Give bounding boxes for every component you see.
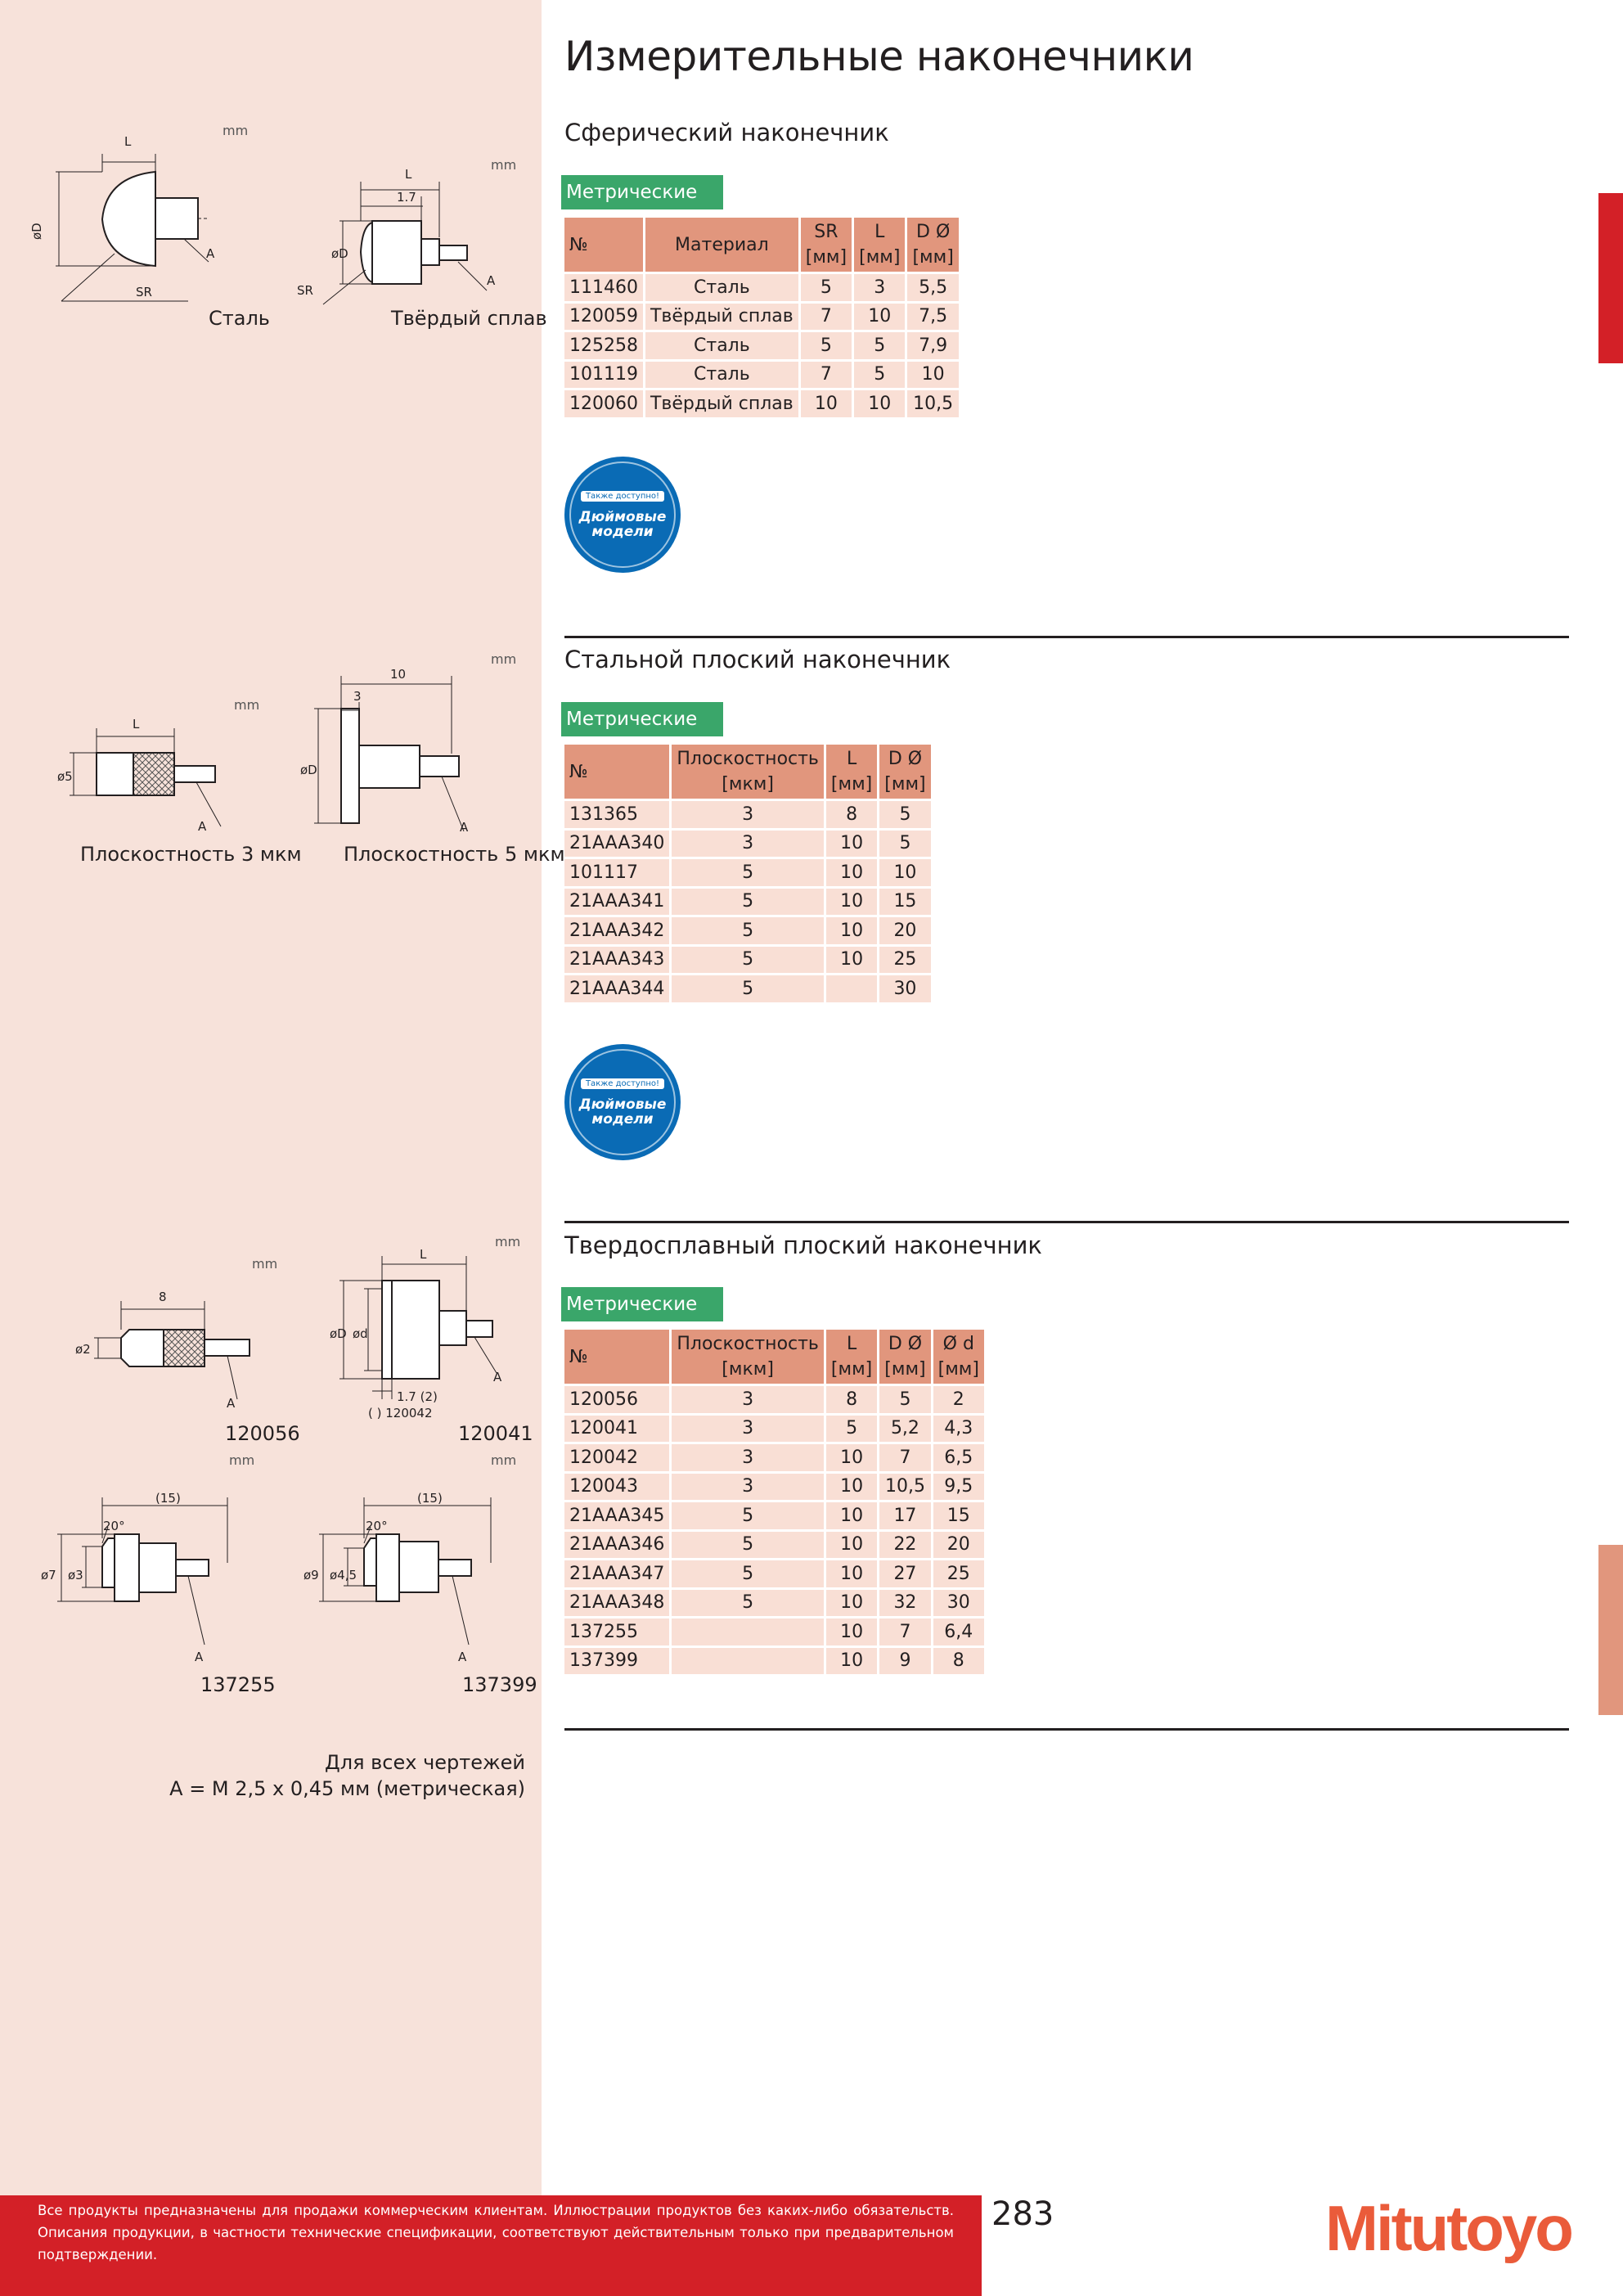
part-number-cell: 137399: [564, 1648, 669, 1677]
dim-8: 8: [159, 1290, 167, 1304]
table-cell: 32: [879, 1590, 930, 1619]
dim-A: A: [493, 1370, 502, 1384]
table-cell: 4,3: [933, 1416, 984, 1445]
table-row: [564, 362, 959, 391]
dim-A: A: [195, 1650, 204, 1664]
table-cell: 5: [672, 917, 824, 947]
dim-dia3: ø3: [68, 1568, 83, 1582]
drawing-spherical-steel: [25, 123, 229, 311]
column-header-label: L: [846, 1334, 857, 1354]
caption-137399: 137399: [462, 1673, 537, 1696]
metric-tag: Метрические: [561, 1287, 723, 1321]
table-row: [564, 889, 931, 918]
caption-carbide: Твёрдый сплав: [391, 307, 547, 330]
table-row: [564, 831, 931, 860]
inch-models-badge: [564, 457, 681, 573]
table-cell: 15: [933, 1502, 984, 1532]
table-cell: 10: [826, 1618, 877, 1648]
table-cell: [826, 975, 877, 1005]
table-cell: 3: [672, 1474, 824, 1503]
column-header-label: Материал: [675, 234, 769, 255]
table-cell: 10: [826, 1590, 877, 1619]
column-header-label: D Ø: [888, 1334, 923, 1354]
part-number-cell: 21AAA343: [564, 947, 669, 976]
table-cell: 10: [826, 889, 877, 918]
drawing-137399: [299, 1489, 519, 1669]
table-cell: 25: [933, 1560, 984, 1590]
column-header: [907, 218, 958, 274]
dim-D: øD: [330, 1326, 347, 1341]
dim-dia2: ø2: [75, 1342, 91, 1357]
dim-L: L: [124, 134, 132, 149]
table-cell: 10: [854, 304, 905, 333]
table-row: [564, 1560, 984, 1590]
column-header: [879, 1330, 930, 1386]
table-cell: 10: [879, 859, 930, 889]
column-header: [564, 1330, 669, 1386]
drawing-120056: [74, 1276, 270, 1416]
table-cell: 20: [933, 1532, 984, 1561]
part-number-cell: 111460: [564, 274, 643, 304]
column-header-unit: [мм]: [830, 774, 873, 795]
table-cell: [672, 1618, 824, 1648]
column-header: [672, 1330, 824, 1386]
dim-dia4-5: ø4,5: [330, 1568, 357, 1582]
part-number-cell: 21AAA348: [564, 1590, 669, 1619]
part-number-cell: 137255: [564, 1618, 669, 1648]
table-cell: Твёрдый сплав: [645, 304, 798, 333]
table-cell: 5: [672, 975, 824, 1005]
column-header-label: L: [846, 749, 857, 769]
column-header-label: №: [569, 1346, 588, 1367]
side-tab-active: [1598, 193, 1623, 363]
column-header-label: №: [569, 761, 588, 782]
dim-A: A: [487, 273, 496, 288]
table-cell: 7: [879, 1444, 930, 1474]
table-cell: 5: [879, 801, 930, 831]
table-cell: 6,5: [933, 1444, 984, 1474]
column-header-unit: [мм]: [805, 247, 847, 268]
badge-small-text: Также доступно!: [581, 491, 664, 502]
dim-D: øD: [29, 223, 44, 240]
table-row: [564, 1444, 984, 1474]
unit-label: mm: [229, 1452, 255, 1468]
dim-A: A: [206, 246, 215, 261]
table-row: [564, 801, 931, 831]
dim-SR: SR: [297, 283, 313, 298]
table-cell: 5: [879, 1386, 930, 1416]
part-number-cell: 120056: [564, 1386, 669, 1416]
dim-A: A: [227, 1396, 236, 1411]
footer-disclaimer: Все продукты предназначены для продажи коммерческим клиентам. Иллюстрации продуктов без каких-либо обязательств. Описания продукции, в частности технические спецификации, соответствуют действительным только при предварительном подтверждении.: [38, 2203, 954, 2262]
table-cell: 3: [854, 274, 905, 304]
table-cell: 10: [826, 917, 877, 947]
part-number-cell: 101117: [564, 859, 669, 889]
table-row: [564, 1416, 984, 1445]
table-row: [564, 975, 931, 1005]
table-cell: 3: [672, 801, 824, 831]
note-line-1: Для всех чертежей: [324, 1751, 525, 1774]
table-cell: 10: [826, 859, 877, 889]
dim-dia5: ø5: [57, 769, 73, 784]
table-row: [564, 1386, 984, 1416]
table-cell: 7,9: [907, 332, 958, 362]
dim-paren-note: ( ) 120042: [368, 1406, 433, 1420]
table-cell: 22: [879, 1532, 930, 1561]
column-header-label: SR: [814, 222, 838, 242]
badge-line1: Дюймовые: [578, 1096, 667, 1113]
table-cell: 9,5: [933, 1474, 984, 1503]
unit-label: mm: [491, 1452, 517, 1468]
unit-label: mm: [491, 157, 517, 173]
table-row: [564, 1590, 984, 1619]
dim-D: øD: [331, 246, 348, 261]
table-cell: 10: [826, 1648, 877, 1677]
part-number-cell: 120041: [564, 1416, 669, 1445]
table-cell: 5: [672, 1502, 824, 1532]
table-cell: [672, 1648, 824, 1677]
table-cell: 30: [879, 975, 930, 1005]
table-cell: 5,2: [879, 1416, 930, 1445]
badge-line2: модели: [591, 1110, 654, 1128]
table-cell: 10: [826, 1502, 877, 1532]
table-cell: Сталь: [645, 274, 798, 304]
drawing-flat-3: [57, 704, 237, 843]
part-number-cell: 21AAA342: [564, 917, 669, 947]
table-cell: 10: [826, 947, 877, 976]
column-header-label: D Ø: [888, 749, 923, 769]
part-number-cell: 120059: [564, 304, 643, 333]
caption-flat5: Плоскостность 5 мкм: [344, 843, 565, 866]
table-cell: 3: [672, 1386, 824, 1416]
badge-line2: модели: [591, 523, 654, 540]
section-divider: [564, 1728, 1569, 1731]
table-cell: Сталь: [645, 332, 798, 362]
table-cell: 6,4: [933, 1618, 984, 1648]
part-number-cell: 21AAA347: [564, 1560, 669, 1590]
table-cell: 15: [879, 889, 930, 918]
unit-label: mm: [234, 697, 260, 713]
unit-label: mm: [495, 1234, 521, 1249]
section-title-spherical: Сферический наконечник: [564, 119, 889, 146]
metric-tag: Метрические: [561, 175, 723, 209]
table-row: [564, 917, 931, 947]
column-header: [564, 218, 643, 274]
table-cell: 10: [826, 1474, 877, 1503]
inch-models-badge: [564, 1044, 681, 1160]
dim-3: 3: [353, 689, 362, 704]
spherical-table: [562, 218, 961, 420]
dim-SR: SR: [136, 285, 152, 299]
table-cell: 5: [854, 362, 905, 391]
dim-20-deg: 20°: [103, 1519, 125, 1533]
side-tab: [1598, 1545, 1623, 1715]
table-cell: 2: [933, 1386, 984, 1416]
table-cell: 20: [879, 917, 930, 947]
part-number-cell: 21AAA345: [564, 1502, 669, 1532]
dim-A: A: [458, 1650, 467, 1664]
unit-label: mm: [491, 651, 517, 667]
dim-L: L: [133, 717, 140, 732]
column-header-unit: [мкм]: [722, 1359, 774, 1380]
table-cell: 5: [826, 1416, 877, 1445]
part-number-cell: 21AAA344: [564, 975, 669, 1005]
dim-20-deg: 20°: [366, 1519, 388, 1533]
table-row: [564, 304, 959, 333]
table-cell: 10: [826, 1444, 877, 1474]
column-header-label: L: [874, 222, 885, 242]
column-header-unit: [мм]: [912, 247, 954, 268]
column-header-unit: [мм]: [884, 1359, 926, 1380]
dim-15: (15): [417, 1491, 443, 1506]
table-cell: 17: [879, 1502, 930, 1532]
part-number-cell: 21AAA346: [564, 1532, 669, 1561]
drawing-137255: [33, 1489, 245, 1669]
table-cell: 10: [907, 362, 958, 391]
table-cell: 27: [879, 1560, 930, 1590]
part-number-cell: 120042: [564, 1444, 669, 1474]
table-row: [564, 1502, 984, 1532]
caption-flat3: Плоскостность 3 мкм: [80, 843, 302, 866]
column-header-label: Ø d: [942, 1334, 974, 1354]
table-cell: Твёрдый сплав: [645, 390, 798, 420]
part-number-cell: 120043: [564, 1474, 669, 1503]
table-cell: 8: [826, 1386, 877, 1416]
table-cell: 5: [672, 889, 824, 918]
table-cell: 30: [933, 1590, 984, 1619]
dim-dia9: ø9: [303, 1568, 319, 1582]
table-cell: Сталь: [645, 362, 798, 391]
part-number-cell: 131365: [564, 801, 669, 831]
column-header: [645, 218, 798, 274]
dim-A: A: [198, 819, 207, 834]
caption-120056: 120056: [225, 1422, 300, 1445]
dim-d: ød: [353, 1326, 368, 1341]
caption-137255: 137255: [200, 1673, 276, 1696]
page-number: 283: [991, 2195, 1054, 2233]
column-header: [801, 218, 852, 274]
section-divider: [564, 1221, 1569, 1223]
column-header-label: №: [569, 234, 588, 255]
column-header-label: D Ø: [916, 222, 951, 242]
table-cell: 5: [672, 1532, 824, 1561]
column-header: [826, 1330, 877, 1386]
table-cell: 5: [801, 274, 852, 304]
column-header-label: Плоскостность: [677, 1334, 819, 1354]
table-row: [564, 947, 931, 976]
brand-logo: Mitutoyo: [1325, 2192, 1571, 2264]
table-cell: 10,5: [879, 1474, 930, 1503]
table-cell: 3: [672, 1444, 824, 1474]
table-row: [564, 1532, 984, 1561]
table-row: [564, 274, 959, 304]
section-divider: [564, 636, 1569, 638]
caption-steel: Сталь: [209, 307, 270, 330]
dim-L: L: [420, 1247, 427, 1262]
caption-120041: 120041: [458, 1422, 533, 1445]
table-cell: 7: [801, 362, 852, 391]
drawings-note: [169, 1749, 525, 1802]
note-line-2: A = M 2,5 x 0,45 мм (метрическая): [169, 1777, 525, 1800]
dim-dia7: ø7: [41, 1568, 56, 1582]
table-cell: 3: [672, 831, 824, 860]
section-title-carbide-flat: Твердосплавный плоский наконечник: [564, 1231, 1042, 1259]
table-row: [564, 859, 931, 889]
dim-1-7: 1.7: [397, 190, 416, 205]
table-cell: 8: [826, 801, 877, 831]
steel-flat-table: [562, 745, 933, 1005]
badge-small-text: Также доступно!: [581, 1078, 664, 1089]
table-cell: 5: [672, 859, 824, 889]
column-header-unit: [мм]: [884, 774, 926, 795]
column-header: [854, 218, 905, 274]
table-cell: 10: [854, 390, 905, 420]
table-cell: 5: [672, 947, 824, 976]
table-row: [564, 332, 959, 362]
table-cell: 7,5: [907, 304, 958, 333]
dim-1-7-2: 1.7 (2): [397, 1389, 438, 1404]
column-header: [933, 1330, 984, 1386]
table-row: [564, 390, 959, 420]
table-cell: 10: [826, 831, 877, 860]
column-header-unit: [мкм]: [722, 774, 774, 795]
page-title: Измерительные наконечники: [564, 33, 1194, 80]
dim-D: øD: [300, 763, 317, 777]
table-header-row: [564, 218, 959, 274]
table-cell: 25: [879, 947, 930, 976]
table-cell: 10,5: [907, 390, 958, 420]
drawing-120041: [315, 1236, 528, 1424]
table-cell: 5: [672, 1560, 824, 1590]
column-header: [564, 745, 669, 801]
table-cell: 3: [672, 1416, 824, 1445]
section-title-steel-flat: Стальной плоский наконечник: [564, 646, 951, 673]
table-header-row: [564, 1330, 984, 1386]
dim-L: L: [405, 167, 412, 182]
part-number-cell: 125258: [564, 332, 643, 362]
dim-15: (15): [155, 1491, 181, 1506]
dim-10: 10: [390, 667, 407, 682]
table-cell: 9: [879, 1648, 930, 1677]
table-cell: 5: [879, 831, 930, 860]
table-cell: 5: [854, 332, 905, 362]
table-header-row: [564, 745, 931, 801]
unit-label: mm: [252, 1256, 278, 1272]
column-header: [826, 745, 877, 801]
table-cell: 5,5: [907, 274, 958, 304]
table-row: [564, 1618, 984, 1648]
part-number-cell: 21AAA341: [564, 889, 669, 918]
table-cell: 10: [801, 390, 852, 420]
column-header-unit: [мм]: [859, 247, 901, 268]
column-header-label: Плоскостность: [677, 749, 819, 769]
badge-line1: Дюймовые: [578, 508, 667, 525]
metric-tag: Метрические: [561, 702, 723, 736]
table-cell: 7: [801, 304, 852, 333]
unit-label: mm: [223, 123, 249, 138]
dim-A: A: [460, 820, 469, 835]
column-header: [672, 745, 824, 801]
part-number-cell: 120060: [564, 390, 643, 420]
table-row: [564, 1474, 984, 1503]
carbide-flat-table: [562, 1330, 987, 1677]
drawing-flat-5: [296, 660, 517, 844]
table-cell: 8: [933, 1648, 984, 1677]
part-number-cell: 101119: [564, 362, 643, 391]
table-cell: 5: [801, 332, 852, 362]
table-cell: 5: [672, 1590, 824, 1619]
table-row: [564, 1648, 984, 1677]
column-header-unit: [мм]: [937, 1359, 979, 1380]
table-cell: 7: [879, 1618, 930, 1648]
table-cell: 10: [826, 1560, 877, 1590]
column-header-unit: [мм]: [830, 1359, 873, 1380]
drawing-spherical-carbide: [290, 164, 519, 311]
column-header: [879, 745, 930, 801]
table-cell: 10: [826, 1532, 877, 1561]
part-number-cell: 21AAA340: [564, 831, 669, 860]
